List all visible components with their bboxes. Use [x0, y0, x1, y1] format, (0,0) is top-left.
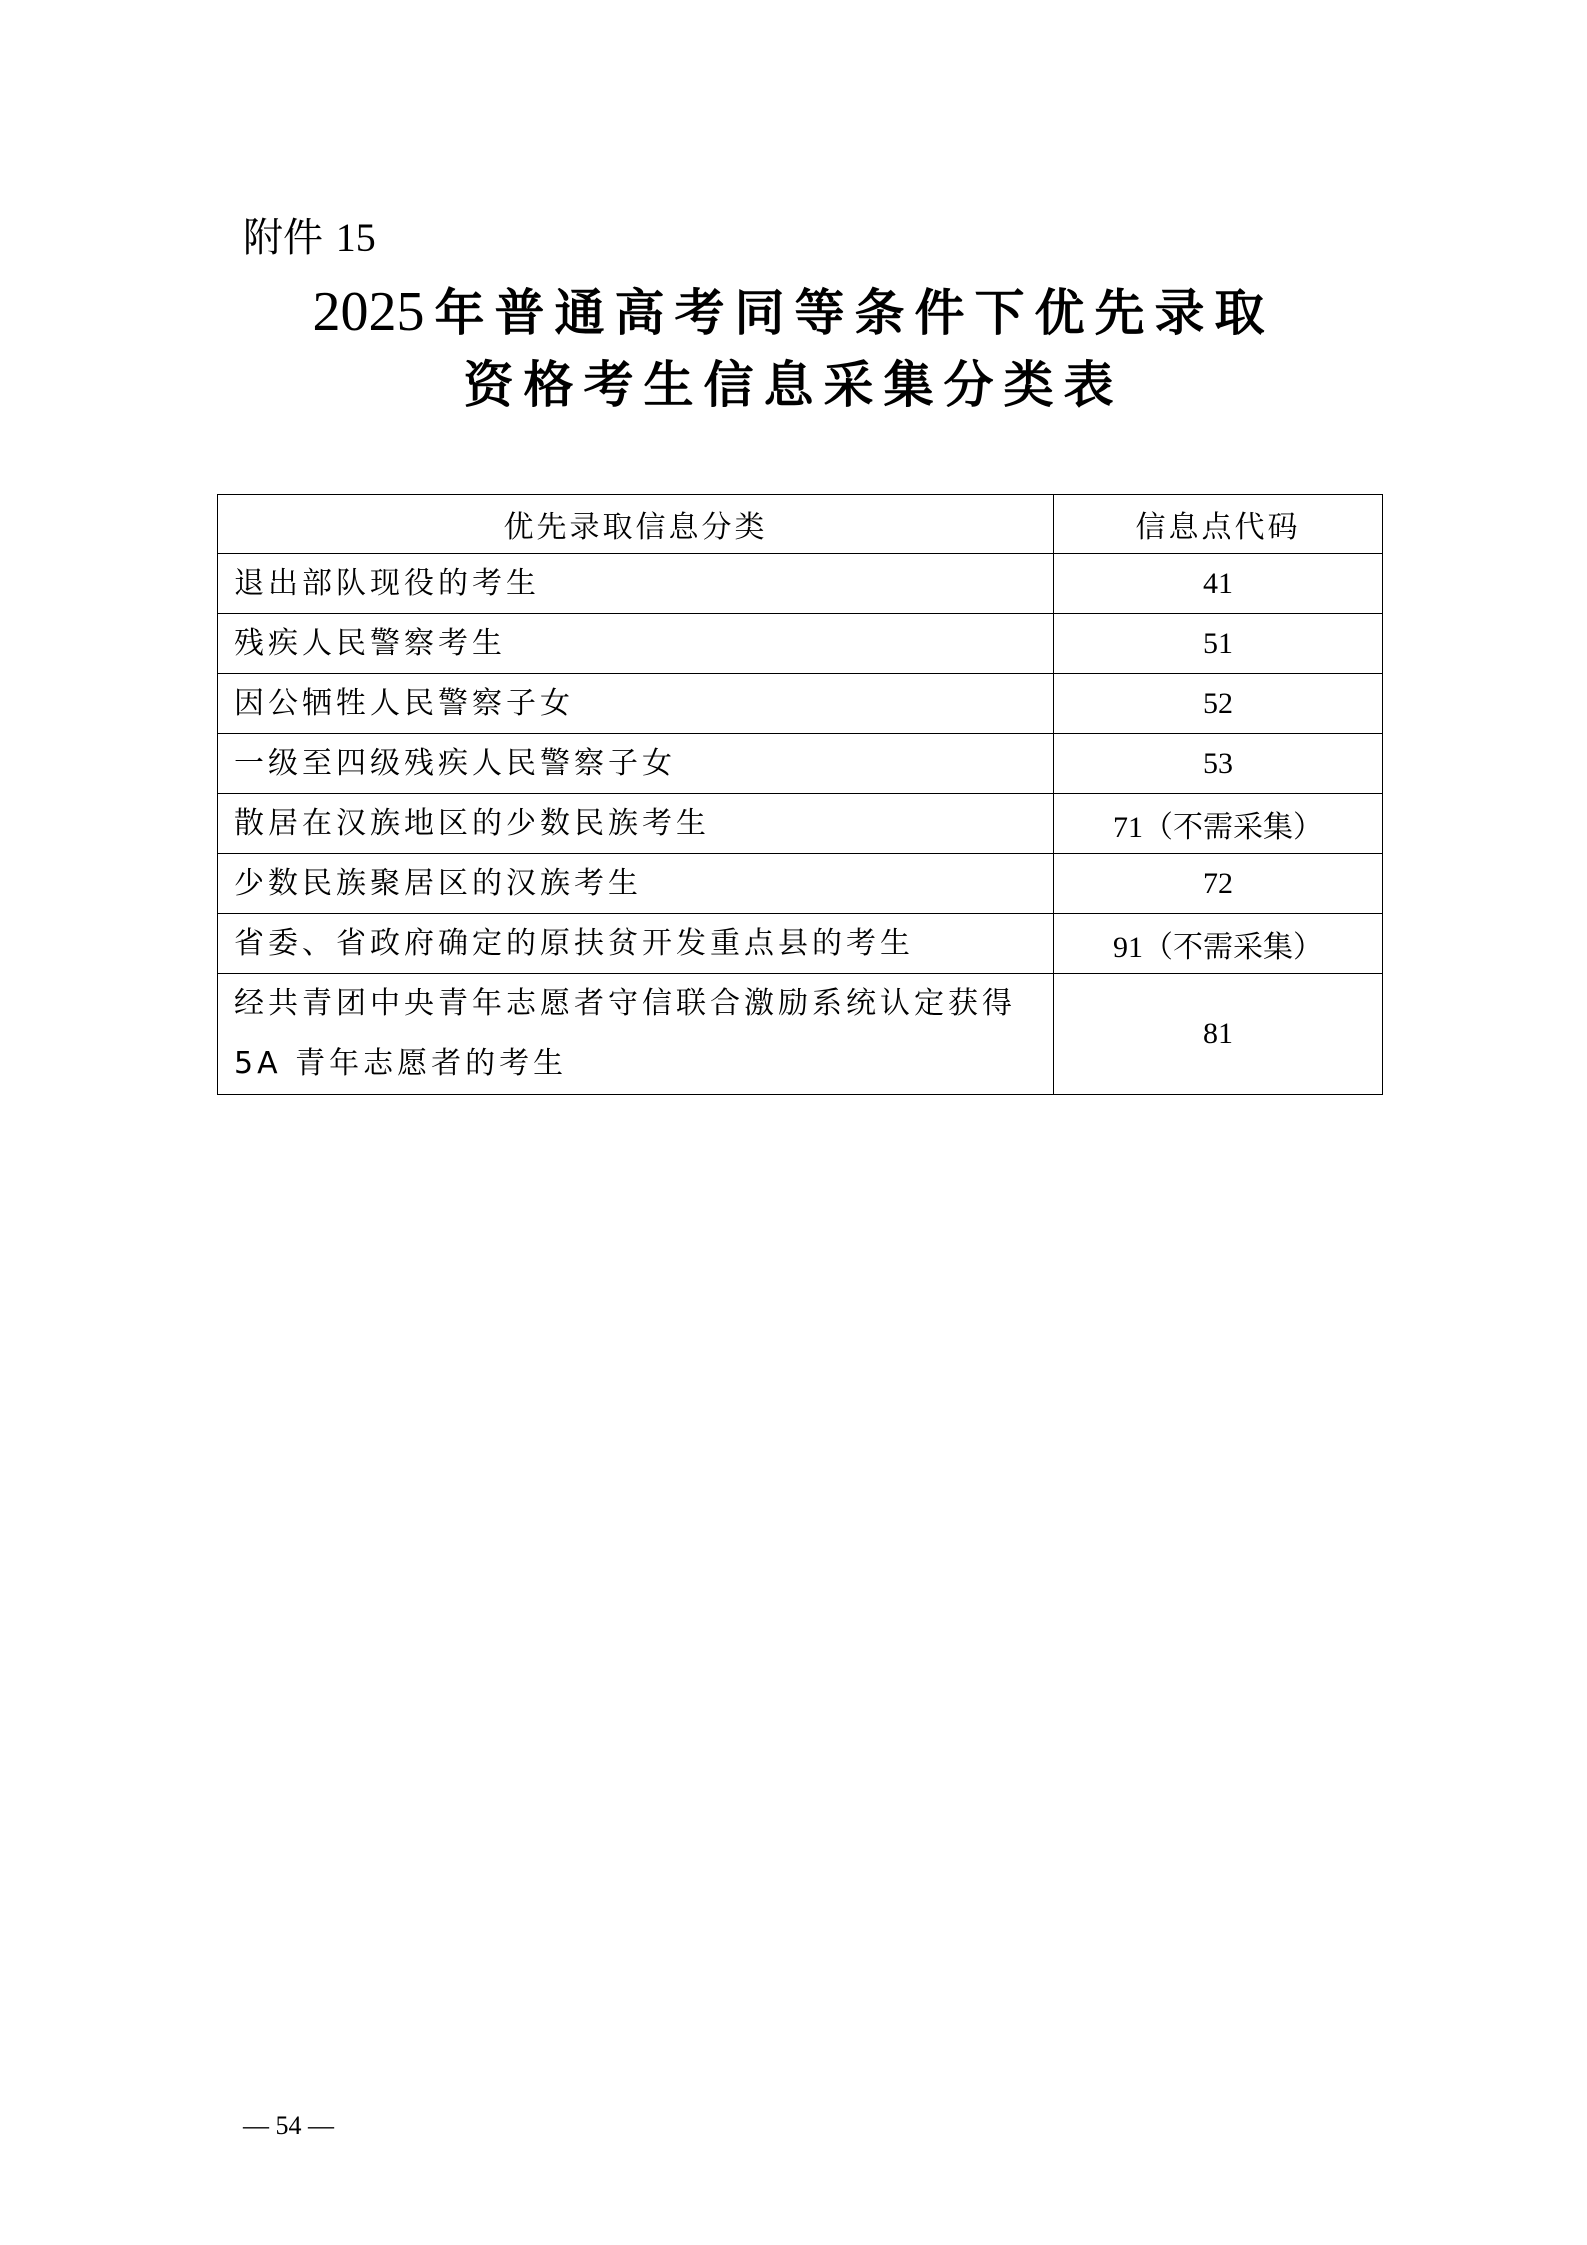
row-category: 省委、省政府确定的原扶贫开发重点县的考生	[218, 914, 1054, 974]
table-row	[218, 614, 1383, 674]
row-code: 52	[1054, 674, 1383, 734]
table-row	[218, 854, 1383, 914]
table-header-row	[218, 495, 1383, 554]
title-line-1-text: 年普通高考同等条件下优先录取	[434, 283, 1275, 342]
row-category: 一级至四级残疾人民警察子女	[218, 734, 1054, 794]
row-code: 72	[1054, 854, 1383, 914]
header-code: 信息点代码	[1054, 495, 1383, 554]
row-category: 残疾人民警察考生	[218, 614, 1054, 674]
table-row	[218, 734, 1383, 794]
attachment-prefix: 附件	[243, 215, 323, 261]
row-category: 经共青团中央青年志愿者守信联合激励系统认定获得 5A 青年志愿者的考生	[218, 974, 1054, 1095]
table-row	[218, 974, 1383, 1095]
document-title-line-2	[0, 348, 1587, 422]
table-row	[218, 554, 1383, 614]
header-category: 优先录取信息分类	[218, 495, 1054, 554]
row-code: 91（不需采集）	[1054, 914, 1383, 974]
table-row	[218, 794, 1383, 854]
row-category: 退出部队现役的考生	[218, 554, 1054, 614]
attachment-label	[243, 208, 376, 268]
attachment-number: 15	[335, 215, 376, 260]
row-category: 因公牺牲人民警察子女	[218, 674, 1054, 734]
row-code: 41	[1054, 554, 1383, 614]
priority-admission-table	[217, 494, 1383, 1095]
document-title-line-1	[0, 275, 1587, 350]
page-number: — 54 —	[243, 2111, 334, 2140]
row-code: 81	[1054, 974, 1383, 1095]
row-code: 53	[1054, 734, 1383, 794]
title-line-2-text: 资格考生信息采集分类表	[463, 355, 1124, 414]
row-category: 散居在汉族地区的少数民族考生	[218, 794, 1054, 854]
title-year: 2025	[312, 281, 425, 343]
row-code: 51	[1054, 614, 1383, 674]
row-code: 71（不需采集）	[1054, 794, 1383, 854]
table-row	[218, 674, 1383, 734]
row-category: 少数民族聚居区的汉族考生	[218, 854, 1054, 914]
table-row	[218, 914, 1383, 974]
